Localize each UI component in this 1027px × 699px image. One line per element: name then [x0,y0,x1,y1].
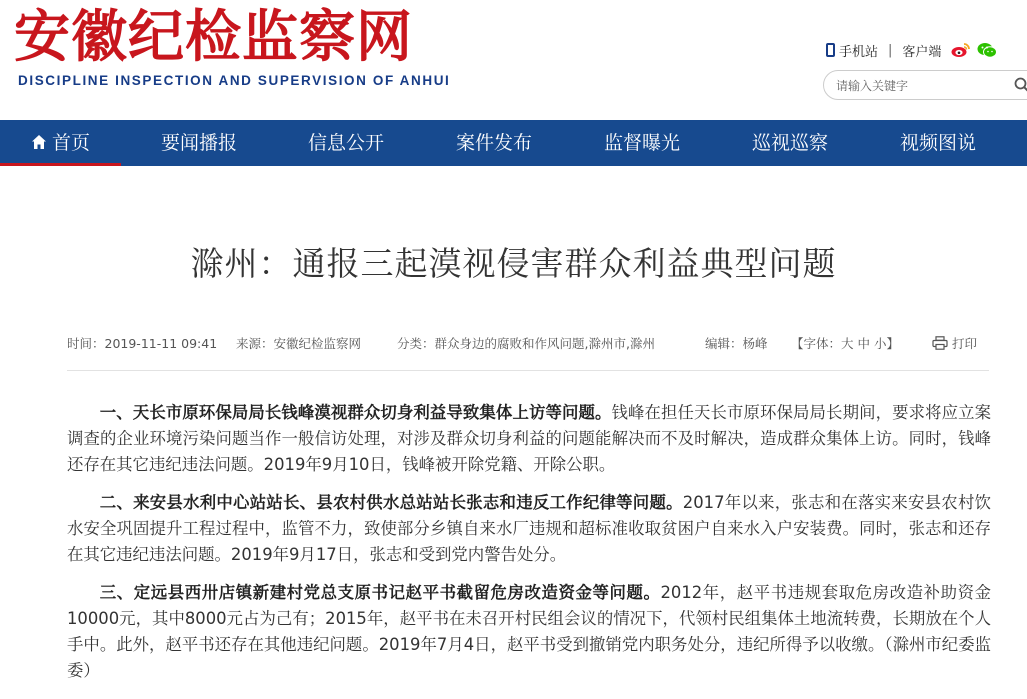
search-input[interactable] [834,76,1008,96]
site-logo-subtitle: DISCIPLINE INSPECTION AND SUPERVISION OF ANHUI [18,73,451,88]
article-category: 分类：群众身边的腐败和作风问题,滁州市,滁州 [397,336,655,351]
font-size-control[interactable]: 【字体：大 中 小】 [791,336,899,351]
paragraph-lead: 三、定远县西卅店镇新建村党总支原书记赵平书截留危房改造资金等问题。 [99,583,661,602]
search-box [823,70,1027,100]
print-label: 打印 [952,336,978,351]
nav-item-home[interactable] [0,120,121,166]
nav-item-supervision-exposure[interactable]: 监督曝光 [603,132,680,154]
paragraph-lead: 二、来安县水利中心站站长、县农村供水总站站长张志和违反工作纪律等问题。 [99,493,683,512]
article-paragraph-1 [67,400,991,478]
client-app-link[interactable]: 客户端 [902,44,942,60]
printer-icon [932,336,948,350]
article-meta [67,334,987,352]
home-icon [31,134,47,150]
top-links [826,40,997,60]
article-source: 来源：安徽纪检监察网 [236,336,362,351]
search-icon[interactable] [1014,77,1027,93]
paragraph-lead: 一、天长市原环保局局长钱峰漠视群众切身利益导致集体上访等问题。 [99,403,612,422]
mobile-phone-icon [826,43,835,57]
paragraph-body: 2017年以来，张志和在落实来安县农村饮水安全巩固提升工程过程中，监管不力，致使部分乡镇自来水厂违规和超标准收取贫困户自来水入户安装费。同时，张志和还存在其它违纪违法问题。2019年9月17日，张志和受到党内警告处分。 [67,493,991,564]
publish-time: 时间：2019-11-11 09:41 [67,336,218,351]
paragraph-body: 钱峰在担任天长市原环保局局长期间，要求将应立案调查的企业环境污染问题当作一般信访处理，对涉及群众切身利益的问题能解决而不及时解决，造成群众集体上访。同时，钱峰还存在其它违纪违法问题。2019年9月10日，钱峰被开除党籍、开除公职。 [67,403,992,474]
nav-item-case-release[interactable]: 案件发布 [455,132,532,154]
meta-divider [67,370,989,371]
article-paragraph-2 [67,490,991,568]
print-button[interactable] [932,334,977,352]
site-logo-title[interactable]: 安徽纪检监察网 [14,4,413,70]
nav-item-news[interactable]: 要闻播报 [160,132,237,154]
nav-item-inspection[interactable]: 巡视巡察 [751,132,828,154]
nav-item-video[interactable]: 视频图说 [899,132,976,154]
nav-item-home-label: 首页 [51,132,90,154]
article-paragraph-3 [67,580,991,684]
nav-item-info-disclosure[interactable]: 信息公开 [307,132,384,154]
paragraph-body: 2012年，赵平书违规套取危房改造补助资金10000元，其中8000元占为己有；2015年，赵平书在未召开村民组会议的情况下，代领村民组集体土地流转费，长期放在个人手中。此外，赵平书还存在其他违纪问题。2019年7月4日，赵平书受到撤销党内职务处分，违纪所得予以收缴。（滁州市纪委监委） [67,583,992,680]
site-header [0,0,1027,120]
main-nav [0,120,1027,166]
link-separator: | [888,42,893,58]
mobile-site-link[interactable]: 手机站 [839,44,879,60]
article-title: 滁州：通报三起漠视侵害群众利益典型问题 [190,244,837,283]
weibo-icon[interactable] [951,42,971,58]
wechat-icon[interactable] [977,42,997,58]
article-editor: 编辑：杨峰 [705,336,768,351]
